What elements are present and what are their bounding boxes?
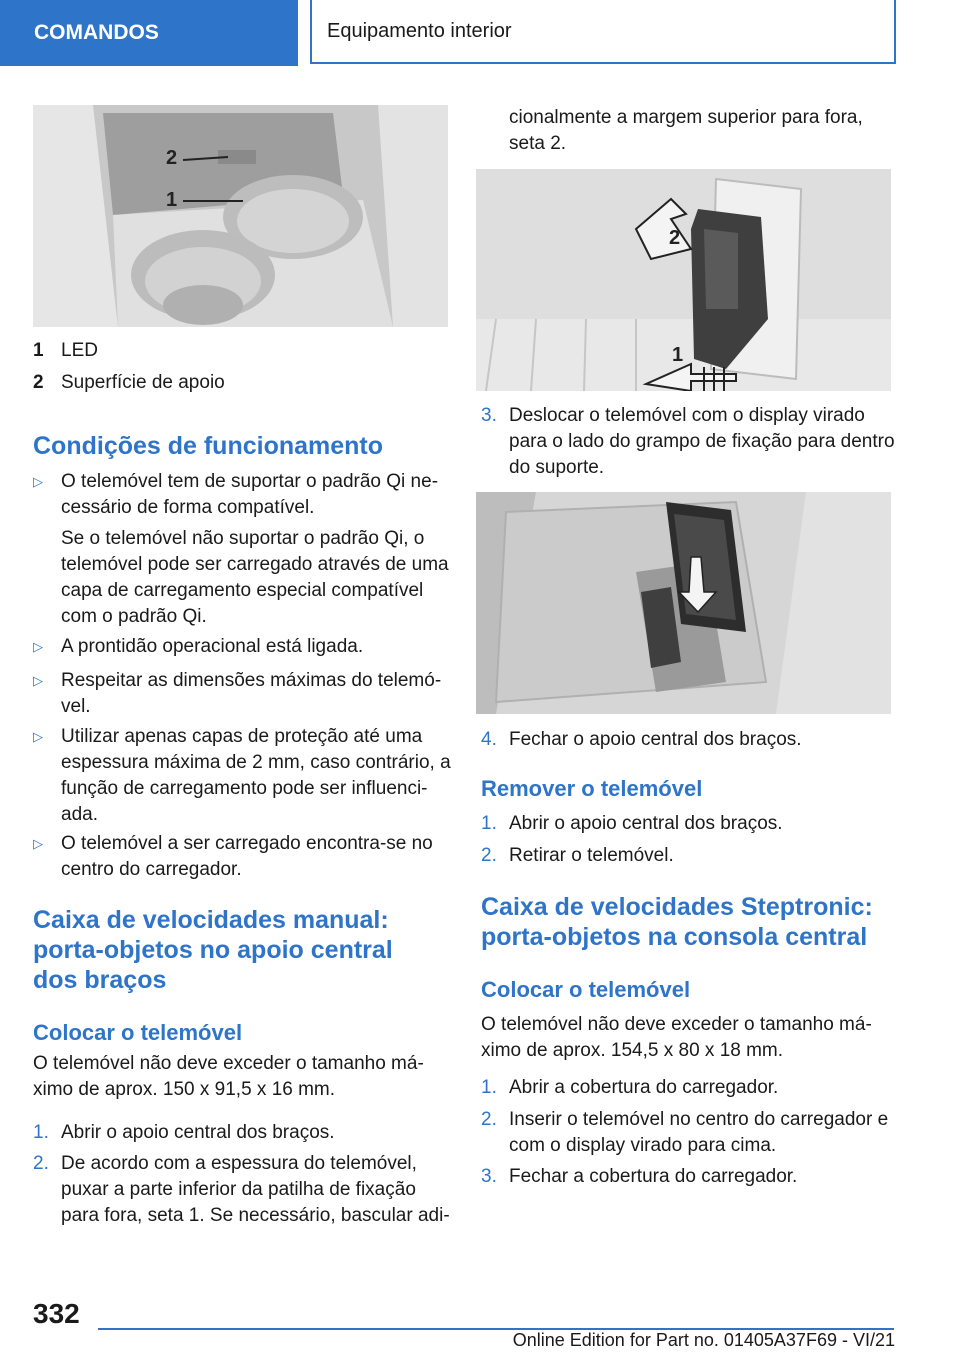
figure1-callout-1: 1: [166, 189, 178, 211]
bullet-triangle-icon: ▷: [33, 474, 43, 489]
step-text: Fechar o apoio central dos braços.: [509, 729, 802, 750]
step-text: Retirar o telemóvel.: [509, 845, 674, 866]
cupholder-charger-photo: [33, 105, 448, 327]
figure2-callout-1: 1: [672, 344, 684, 366]
section-heading: Caixa de velocidades manual: porta-objetos no apoio central dos braços: [33, 906, 393, 994]
step-number: 2.: [481, 845, 497, 866]
bullet-text: O telemóvel a ser carregado encontra-se no centro do carregador.: [61, 833, 433, 880]
legend-number: 1: [33, 340, 44, 361]
legend-label: LED: [61, 340, 98, 361]
section-title: COMANDOS: [34, 21, 159, 44]
step-text: Abrir a cobertura do carregador.: [509, 1077, 779, 1098]
bullet-text: A prontidão operacional está ligada.: [61, 636, 364, 657]
figure1-callout-2: 2: [166, 147, 178, 169]
legend-label: Superfície de apoio: [61, 372, 225, 393]
bullet-triangle-icon: ▷: [33, 639, 43, 654]
step-number: 2.: [33, 1153, 49, 1174]
figure2-callout-2: 2: [669, 227, 681, 249]
step-text: Inserir o telemóvel no centro do carregador e com o display virado para cima.: [509, 1109, 889, 1156]
bullet-note: Se o telemóvel não suportar o padrão Qi, o telemóvel pode ser carregado através de uma capa de carregamento especial compatível com o padrão Qi.: [61, 528, 449, 627]
intro-text: O telemóvel não deve exceder o tamanho má- ximo de aprox. 150 x 91,5 x 16 mm.: [33, 1053, 424, 1100]
subsection-heading: Remover o telemóvel: [481, 776, 703, 801]
step-text: Abrir o apoio central dos braços.: [509, 813, 783, 834]
subsection-heading: Colocar o telemóvel: [481, 977, 691, 1002]
step-text: De acordo com a espessura do telemóvel, puxar a parte inferior da patilha de fixação para fora, seta 1. Se necessário, bascular adi-: [61, 1153, 450, 1226]
section-tab: [0, 0, 298, 66]
bullet-triangle-icon: ▷: [33, 729, 43, 744]
phone-insertion-photo: [476, 492, 891, 714]
step-text: Deslocar o telemóvel com o display virado para o lado do grampo de fixação para dentro do suporte.: [509, 405, 895, 478]
step-number: 1.: [33, 1122, 49, 1143]
step-number: 1.: [481, 813, 497, 834]
chapter-tab: [310, 0, 896, 64]
bullet-triangle-icon: ▷: [33, 673, 43, 688]
step-continuation: cionalmente a margem superior para fora, seta 2.: [509, 107, 863, 154]
step-number: 2.: [481, 1109, 497, 1130]
step-number: 3.: [481, 405, 497, 426]
section-heading: Caixa de velocidades Steptronic: porta-objetos na consola central: [481, 893, 873, 951]
step-text: Fechar a cobertura do carregador.: [509, 1166, 798, 1187]
edition-note: Online Edition for Part no. 01405A37F69 - VI/21: [512, 1330, 895, 1350]
bullet-text: Utilizar apenas capas de proteção até uma espessura máxima de 2 mm, caso contrário, a função de carregamento pode ser influenci- ada.: [61, 726, 451, 825]
subsection-heading: Colocar o telemóvel: [33, 1020, 243, 1045]
chapter-title: Equipamento interior: [327, 19, 512, 42]
holder-clip-photo: [476, 169, 891, 391]
intro-text: O telemóvel não deve exceder o tamanho má- ximo de aprox. 154,5 x 80 x 18 mm.: [481, 1014, 872, 1061]
legend-number: 2: [33, 372, 44, 393]
page-number: 332: [33, 1298, 80, 1329]
section-heading: Condições de funcionamento: [33, 432, 384, 460]
bullet-text: O telemóvel tem de suportar o padrão Qi ne- cessário de forma compatível.: [61, 471, 439, 518]
bullet-text: Respeitar as dimensões máximas do telemó- vel.: [61, 670, 442, 717]
step-number: 3.: [481, 1166, 497, 1187]
step-text: Abrir o apoio central dos braços.: [61, 1122, 335, 1143]
step-number: 1.: [481, 1077, 497, 1098]
step-number: 4.: [481, 729, 497, 750]
bullet-triangle-icon: ▷: [33, 836, 43, 851]
